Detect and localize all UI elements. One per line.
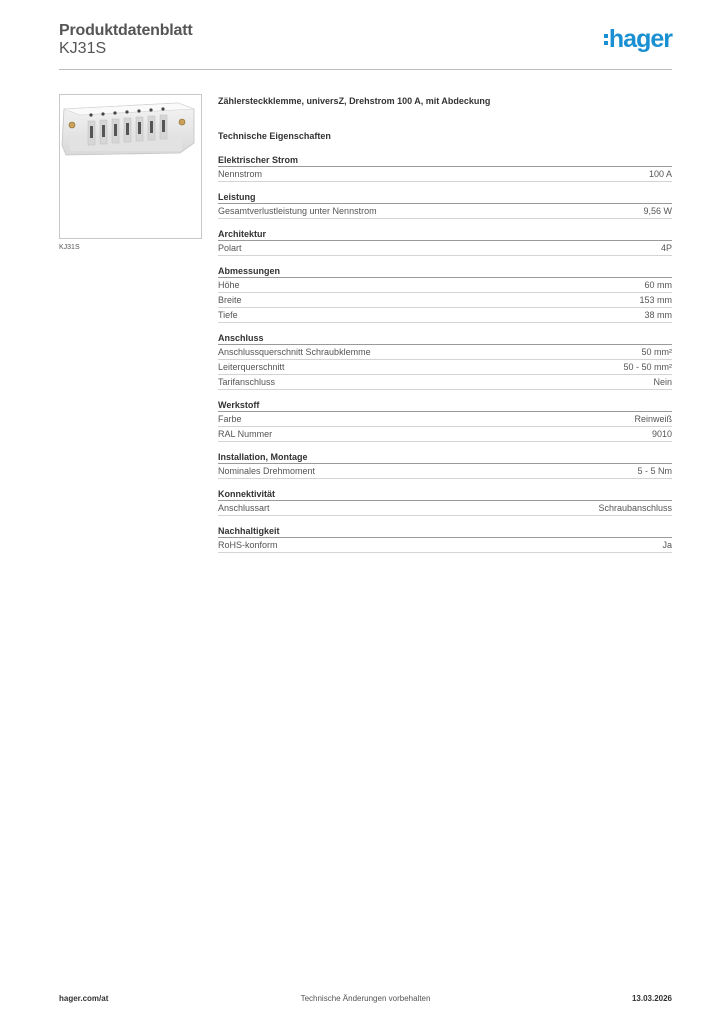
spec-label: Leiterquerschnitt [218, 362, 285, 372]
spec-value: Ja [662, 540, 672, 550]
spec-row [218, 538, 672, 553]
article-number: KJ31S [59, 40, 107, 57]
terminal-block-icon [60, 95, 201, 238]
spec-label: Tiefe [218, 310, 238, 320]
section-title: Architektur [218, 227, 672, 241]
spec-row [218, 464, 672, 479]
page-header [59, 20, 672, 70]
spec-row [218, 167, 672, 182]
spec-label: RoHS-konform [218, 540, 278, 550]
spec-row [218, 278, 672, 293]
spec-row [218, 241, 672, 256]
page-footer [59, 994, 672, 1008]
spec-value: 5 - 5 Nm [637, 466, 672, 476]
spec-section [218, 190, 672, 219]
spec-section [218, 487, 672, 516]
technical-properties-heading: Technische Eigenschaften [218, 131, 331, 141]
spec-section [218, 264, 672, 323]
hager-logo [604, 26, 672, 52]
spec-label: Breite [218, 295, 242, 305]
spec-value: Reinweiß [634, 414, 672, 424]
spec-row [218, 308, 672, 323]
spec-value: 9010 [651, 429, 672, 439]
spec-label: Nennstrom [218, 169, 263, 179]
spec-row [218, 375, 672, 390]
spec-section [218, 331, 672, 390]
section-title: Elektrischer Strom [218, 153, 672, 167]
spec-section [218, 398, 672, 442]
spec-label: Polart [218, 243, 242, 253]
spec-row [218, 360, 672, 375]
spec-label: Anschlussquerschnitt Schraubklemme [218, 347, 371, 357]
spec-label: Tarifanschluss [218, 377, 276, 387]
spec-label: Anschlussart [218, 503, 270, 513]
spec-value: Schraubanschluss [598, 503, 672, 513]
product-content [218, 96, 672, 553]
spec-label: Gesamtverlustleistung unter Nennstrom [218, 206, 377, 216]
section-title: Anschluss [218, 331, 672, 345]
section-title: Abmessungen [218, 264, 672, 278]
spec-section [218, 450, 672, 479]
section-title: Nachhaltigkeit [218, 524, 672, 538]
spec-value: Nein [653, 377, 672, 387]
section-title: Konnektivität [218, 487, 672, 501]
spec-value: 50 - 50 mm² [623, 362, 672, 372]
logo-dots-icon [604, 34, 608, 45]
spec-section [218, 524, 672, 553]
spec-value: 4P [660, 243, 672, 253]
section-title: Werkstoff [218, 398, 672, 412]
logo-wordmark: hager [608, 24, 672, 53]
document-title: Produktdatenblatt [59, 22, 193, 39]
spec-section [218, 153, 672, 182]
spec-value: 50 mm² [641, 347, 672, 357]
product-image [59, 94, 202, 239]
image-caption: KJ31S [59, 244, 80, 251]
spec-label: RAL Nummer [218, 429, 273, 439]
spec-value: 153 mm [639, 295, 672, 305]
spec-label: Farbe [218, 414, 242, 424]
spec-row [218, 293, 672, 308]
spec-value: 38 mm [644, 310, 672, 320]
spec-row [218, 412, 672, 427]
spec-row [218, 501, 672, 516]
spec-sections [218, 153, 672, 553]
spec-row [218, 204, 672, 219]
spec-value: 9,56 W [643, 206, 672, 216]
spec-row [218, 345, 672, 360]
footer-notice: Technische Änderungen vorbehalten [300, 994, 431, 1003]
footer-date: 13.03.2026 [631, 994, 672, 1003]
spec-label: Höhe [218, 280, 240, 290]
spec-label: Nominales Drehmoment [218, 466, 316, 476]
spec-row [218, 427, 672, 442]
footer-website: hager.com/at [59, 994, 109, 1003]
spec-value: 100 A [648, 169, 672, 179]
product-description: Zählersteckklemme, universZ, Drehstrom 100 A, mit Abdeckung [218, 96, 491, 106]
section-title: Leistung [218, 190, 672, 204]
spec-section [218, 227, 672, 256]
spec-value: 60 mm [644, 280, 672, 290]
section-title: Installation, Montage [218, 450, 672, 464]
